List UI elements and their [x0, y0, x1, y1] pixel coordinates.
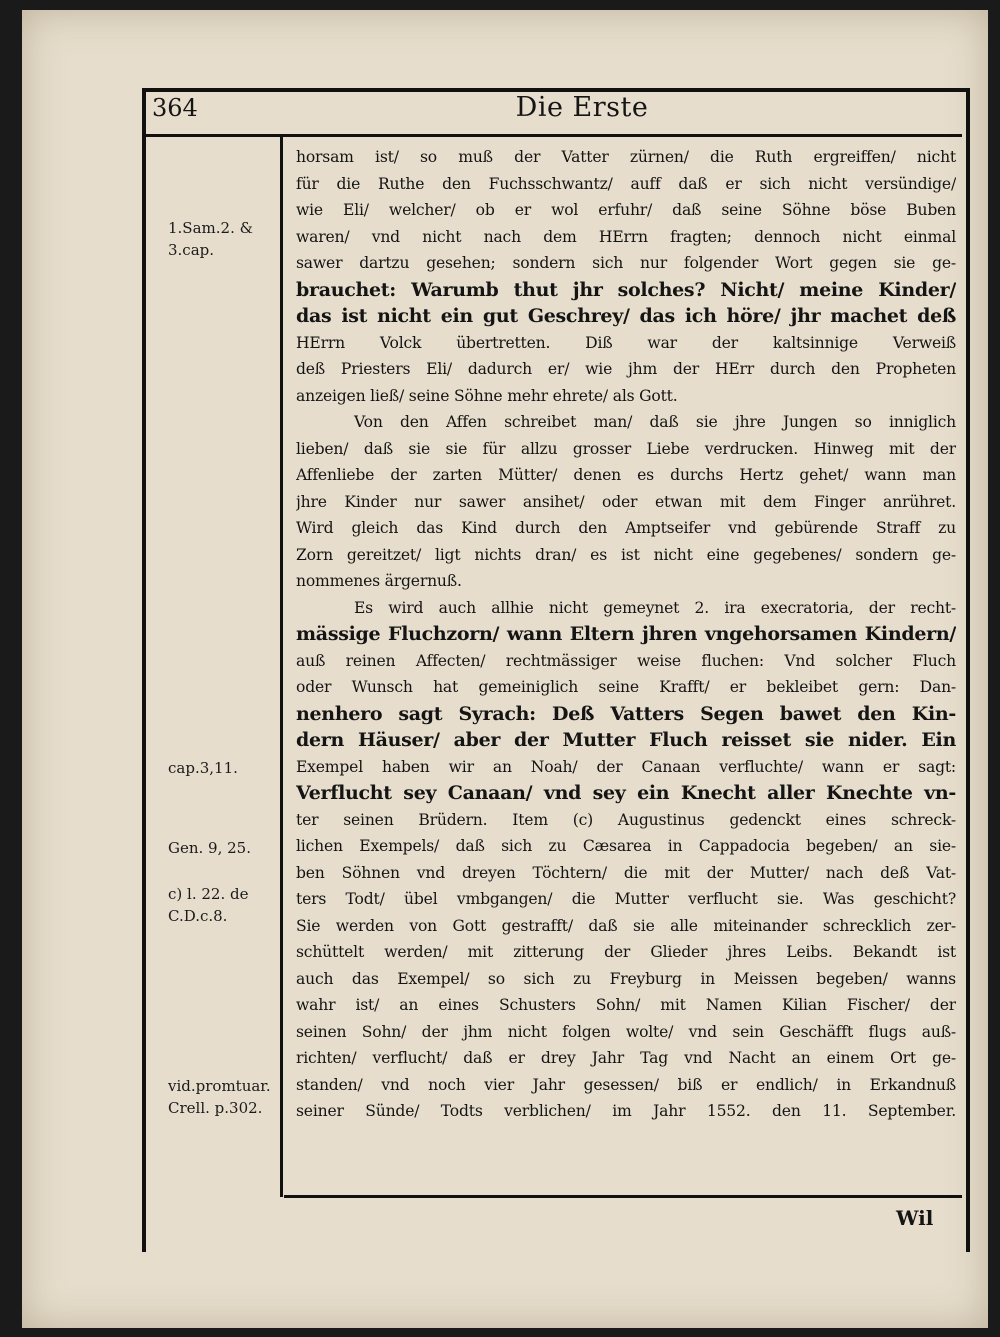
text-line: schüttelt werden/ mit zitterung der Glieder jhres Leibs. Bekandt ist	[296, 943, 956, 961]
text-line: HErrn Volck übertretten. Diß war der kaltsinnige Verweiß	[296, 333, 956, 352]
text-line: Zorn gereitzet/ ligt nichts dran/ es ist nicht eine gegebenes/ sondern ge-	[296, 545, 956, 564]
text-line: Von den Affen schreibet man/ daß sie jhre Jungen so inniglich	[354, 413, 956, 431]
text-line: Verflucht sey Canaan/ vnd sey ein Knecht aller Knechte vn-	[296, 782, 956, 804]
text-line: standen/ vnd noch vier Jahr gesessen/ biß er endlich/ in Erkandnuß	[296, 1075, 956, 1094]
text-line: seinen Sohn/ der jhm nicht folgen wolte/ vnd sein Geschäfft flugs auß-	[296, 1022, 956, 1041]
text-line: horsam ist/ so muß der Vatter zürnen/ die Ruth ergreiffen/ nicht	[296, 148, 956, 166]
running-head: Die Erste	[515, 92, 649, 123]
text-line: wahr ist/ an eines Schusters Sohn/ mit Namen Kilian Fischer/ der	[296, 996, 956, 1014]
column-rule	[280, 137, 283, 1197]
text-line: das ist nicht ein gut Geschrey/ das ich höre/ jhr machet deß	[296, 305, 956, 327]
text-line: wie Eli/ welcher/ ob er wol erfuhr/ daß seine Söhne böse Buben	[296, 201, 956, 219]
text-line: brauchet: Warumb thut jhr solches? Nicht/ meine Kinder/	[296, 278, 956, 301]
margin-note: vid.promtuar. Crell. p.302.	[168, 1077, 271, 1117]
text-line: lichen Exempels/ daß sich zu Cæsarea in Cappadocia begeben/ an sie-	[296, 837, 956, 855]
text-line: jhre Kinder nur sawer ansihet/ oder etwan mit dem Finger anrühret.	[296, 492, 956, 511]
text-line: Sie werden von Gott gestrafft/ daß sie alle miteinander schrecklich zer-	[296, 916, 956, 935]
text-line: Exempel haben wir an Noah/ der Canaan verfluchte/ wann er sagt:	[296, 757, 956, 776]
book-page	[22, 10, 988, 1328]
page-number: 364	[152, 94, 198, 122]
text-line: waren/ vnd nicht nach dem HErrn fragten; dennoch nicht einmal	[296, 227, 956, 246]
catchword: Wil	[896, 1206, 934, 1230]
text-line: seiner Sünde/ Todts verblichen/ im Jahr 1552. den 11. September.	[296, 1102, 956, 1120]
text-line: für die Ruthe den Fuchsschwantz/ auff daß er sich nicht versündige/	[296, 174, 956, 193]
text-line: ben Söhnen vnd dreyen Töchtern/ die mit der Mutter/ nach deß Vat-	[296, 863, 956, 882]
text-line: nenhero sagt Syrach: Deß Vatters Segen bawet den Kin-	[296, 702, 956, 725]
margin-note: c) l. 22. de C.D.c.8.	[168, 885, 249, 925]
text-line: oder Wunsch hat gemeiniglich seine Krafft/ er bekleibet gern: Dan-	[296, 678, 956, 696]
margin-note: cap.3,11.	[168, 759, 238, 777]
body-text	[296, 144, 956, 1125]
text-line: sawer dartzu gesehen; sondern sich nur folgender Wort gegen sie ge-	[296, 254, 956, 272]
text-line: lieben/ daß sie sie für allzu grosser Liebe verdrucken. Hinweg mit der	[296, 439, 956, 458]
text-line: ter seinen Brüdern. Item (c) Augustinus gedenckt eines schreck-	[296, 810, 956, 829]
margin-note: Gen. 9, 25.	[168, 839, 251, 857]
text-line: Affenliebe der zarten Mütter/ denen es durchs Hertz gehet/ wann man	[296, 466, 956, 484]
text-line: dern Häuser/ aber der Mutter Fluch reisset sie nider. Ein	[296, 729, 956, 751]
margin-note: 1.Sam.2. & 3.cap.	[168, 219, 253, 259]
margin-column	[146, 137, 280, 1197]
text-line: ters Todt/ übel vmbgangen/ die Mutter verflucht sie. Was geschicht?	[296, 890, 956, 908]
footer-rule	[284, 1195, 962, 1198]
text-line: Es wird auch allhie nicht gemeynet 2. ira execratoria, der recht-	[354, 598, 956, 617]
text-line: anzeigen ließ/ seine Söhne mehr ehrete/ als Gott.	[296, 386, 678, 405]
text-line: nommenes ärgernuß.	[296, 572, 462, 590]
text-line: mässige Fluchzorn/ wann Eltern jhren vngehorsamen Kindern/	[296, 623, 956, 645]
text-line: auch das Exempel/ so sich zu Freyburg in Meissen begeben/ wanns	[296, 969, 956, 988]
text-line: auß reinen Affecten/ rechtmässiger weise fluchen: Vnd solcher Fluch	[296, 651, 956, 670]
text-line: richten/ verflucht/ daß er drey Jahr Tag vnd Nacht an einem Ort ge-	[296, 1049, 956, 1067]
text-line: Wird gleich das Kind durch den Amptseifer vnd gebürende Straff zu	[296, 519, 956, 537]
text-line: deß Priesters Eli/ dadurch er/ wie jhm der HErr durch den Propheten	[296, 360, 956, 378]
